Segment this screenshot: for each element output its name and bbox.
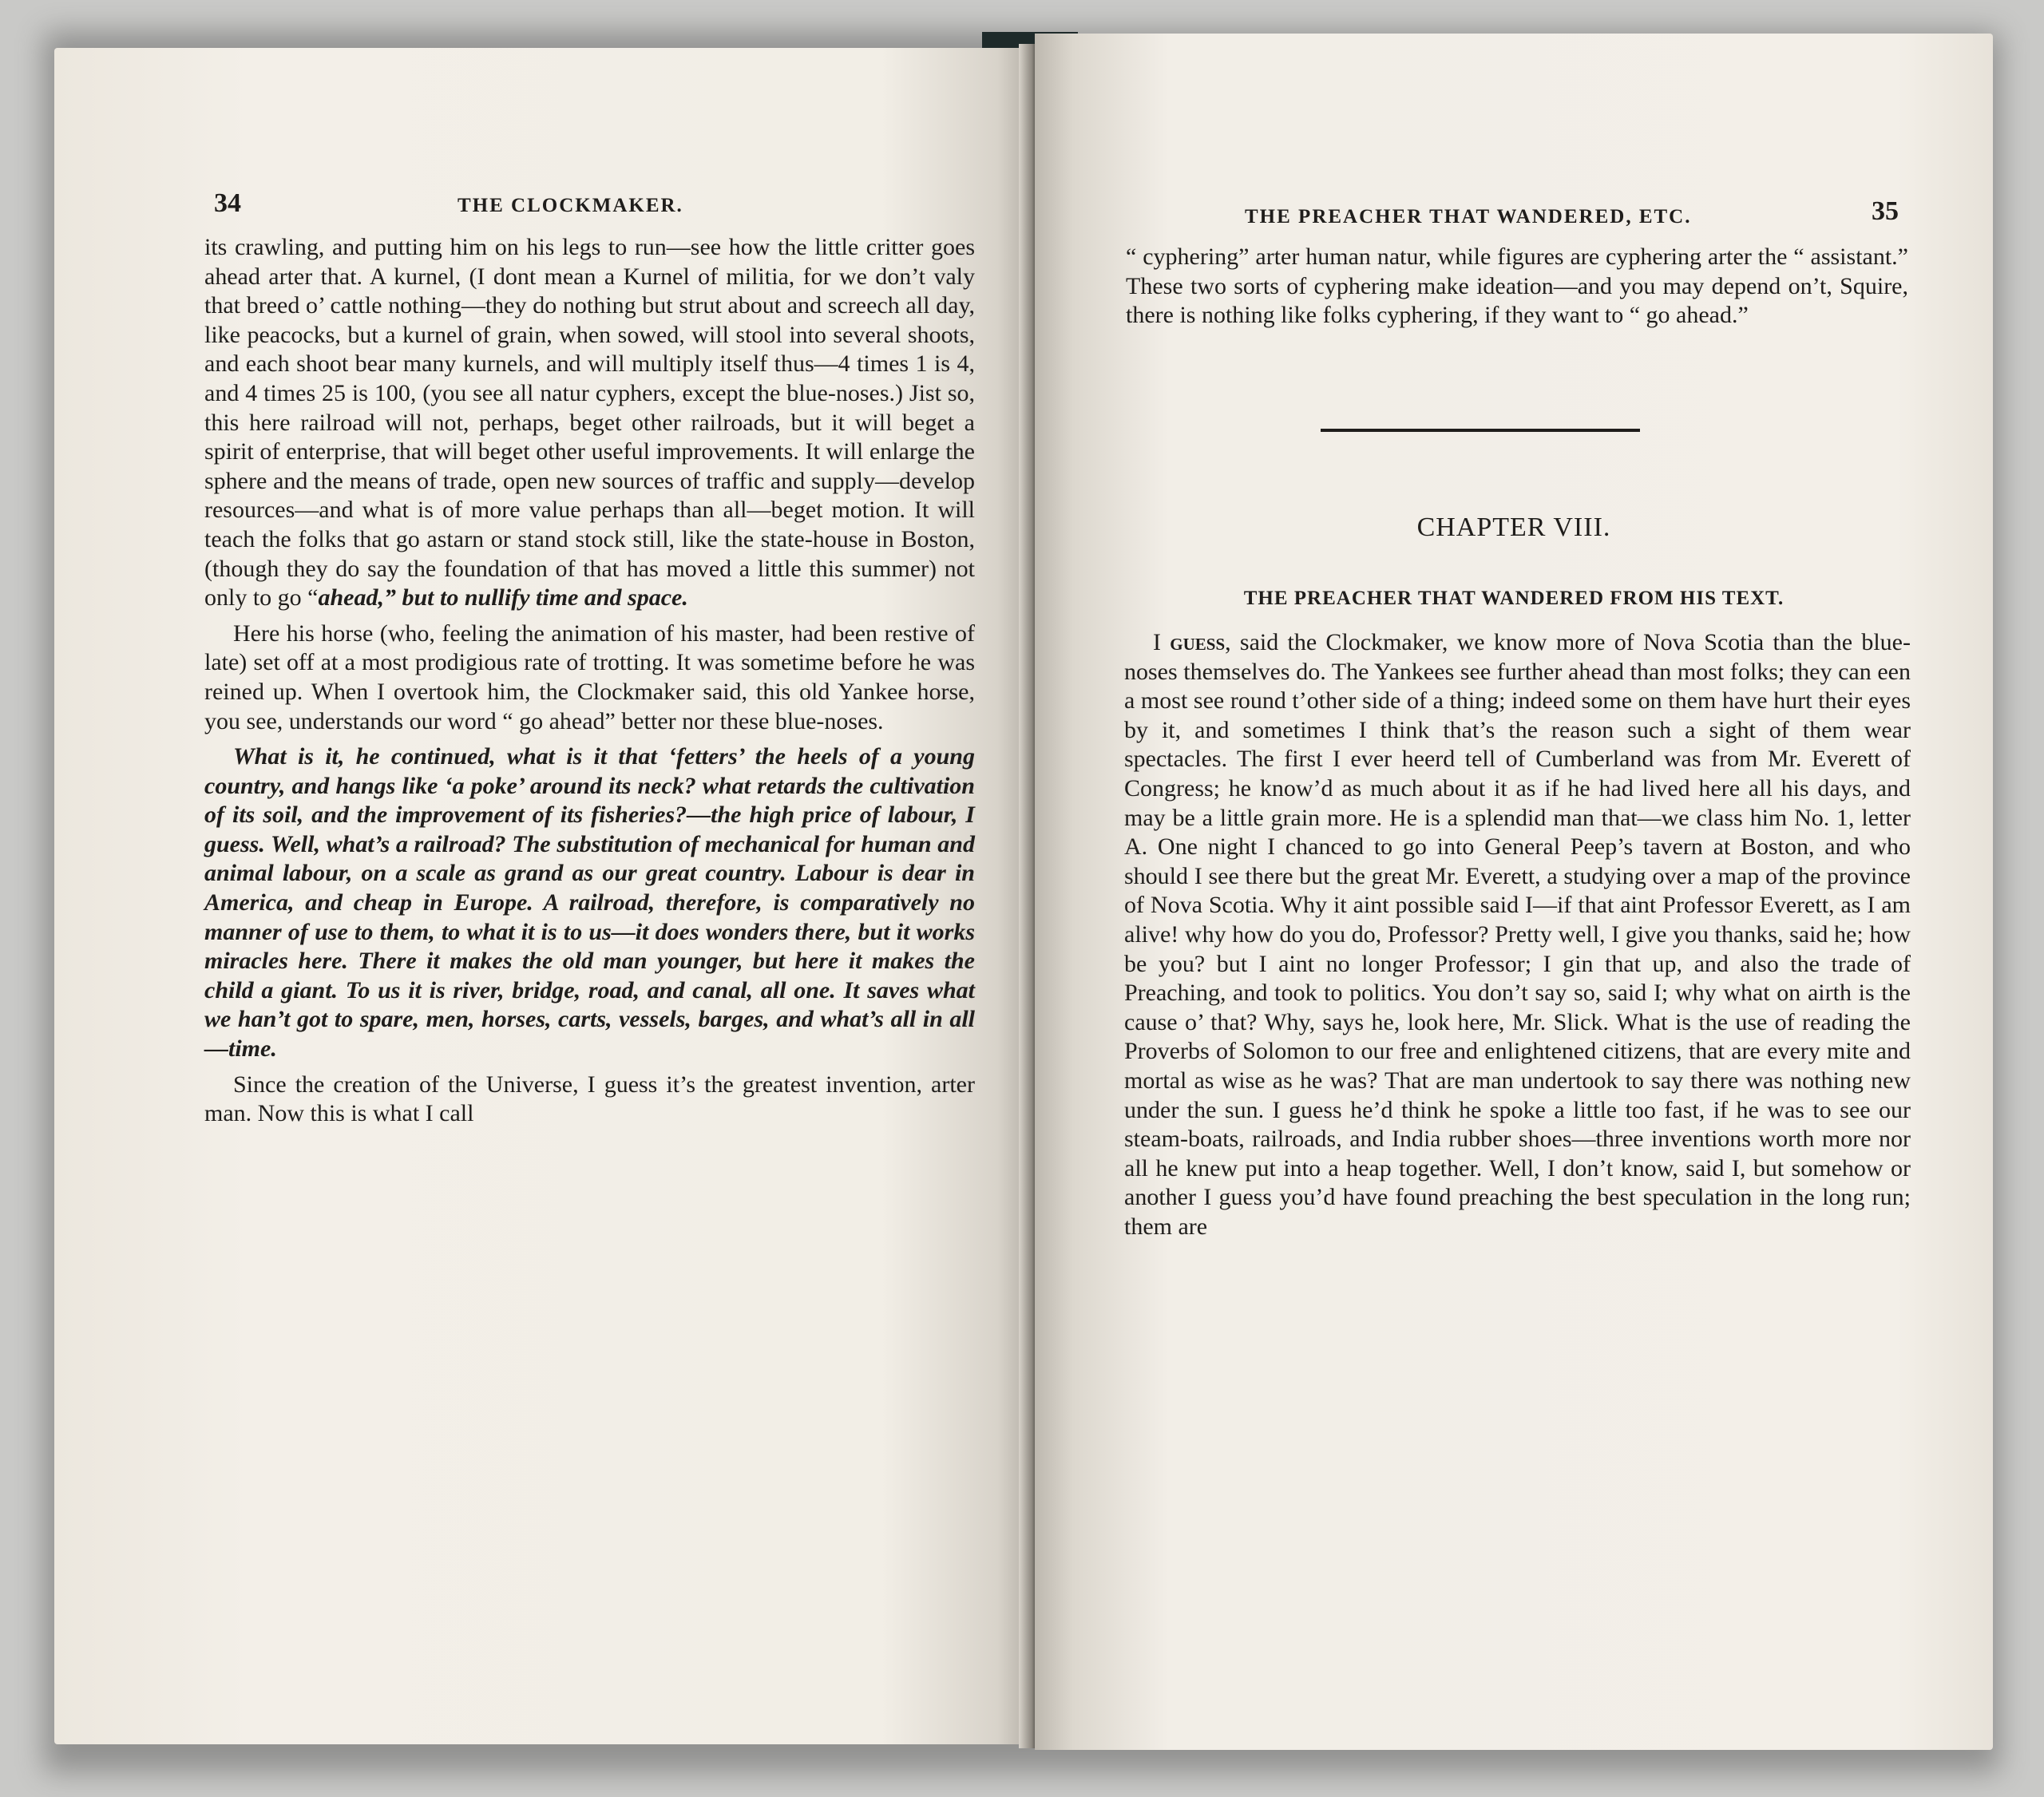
right-chapter-text-body: , said the Clockmaker, we know more of Nova Scotia than the blue-noses themselves do. The Yankees see further ahead than most folks; they can een a most see round t’other side of a thing; indeed some on them have hurt their eyes by it, and sometimes I think that’s the reason such a sight of them wear spectacles. The first I ever heerd tell of Cumberland was from Mr. Everett of Congress; he know’d as much about it as if he had lived here all his days, and may be a little grain more. He is a splendid man that—we class him No. 1, letter A. One night I chanced to go into General Peep’s tavern at Boston, and who should I see there but the great Mr. Everett, a studying over a map of the province of Nova Scotia. Why it aint possible said I—if that aint Professor Everett, as I am alive! why how do you do, Professor? Pretty well, I give you thanks, said he; how be you? but I aint no longer Professor; I gin that up, and also the trade of Preaching, and took to politics. You don’t say so, said I; why what on airth is the cause o’ that? Why, says he, look here, Mr. Slick. What is the use of reading the Proverbs of Solomon to our free and enlightened citizens, that are every mite and mortal as wise as he was? That are man undertook to say there was nothing new under the sun. I guess he’d think he spoke a little too fast, if he was to see our steam-boats, railroads, and India rubber shoes—three inventions worth more nor all he knew put into a heap together. Well, I don’t know, said I, but somehow or another I guess you’d have found preaching the best speculation in the long run; them are — [1124, 629, 1911, 1240]
right-chapter-paragraph — [1124, 628, 1911, 1241]
left-paragraph-4: Since the creation of the Universe, I guess it’s the greatest invention, arter man. Now this is what I call — [204, 1071, 975, 1127]
chapter-divider-rule — [1321, 429, 1640, 432]
left-page-number: 34 — [214, 188, 241, 218]
right-page — [1035, 34, 1993, 1750]
chapter-first-word: guess — [1170, 629, 1226, 655]
left-paragraph-1-italic-ahead: ahead,” — [318, 584, 396, 612]
right-opening-paragraph: “ cyphering” arter human natur, while figures are cyphering arter the “ assistant.” These two sorts of cyphering make ideation—and you may depend on’t, Squire, there is nothing like folks cyphering, if they want to “ go ahead.” — [1126, 243, 1908, 329]
chapter-initial-letter: I — [1153, 629, 1171, 655]
left-page — [54, 48, 1027, 1744]
left-paragraph-2: Here his horse (who, feeling the animation of his master, had been restive of late) set off at a most prodigious rate of trotting. It was sometime before he was reined up. When I overtook him, the Clockmaker said, this old Yankee horse, you see, understands our word “ go ahead” better nor these blue-noses. — [204, 619, 975, 734]
left-paragraph-3: What is it, he continued, what is it that ‘fetters’ the heels of a young country, and hangs like ‘a poke’ around its neck? what retards the cultivation of its soil, and the improvement of its fisheries?—the high price of labour, I guess. Well, what’s a railroad? The substitution of mechanical for human and animal labour, on a scale as grand as our great country. Labour is dear in America, and cheap in Europe. A railroad, therefore, is comparatively no manner of use to them, to what it is to us—it does wonders there, but it works miracles here. There it makes the old man younger, but here it makes the child a giant. To us it is river, bridge, road, and canal, all one. It saves what we han’t got to spare, men, horses, carts, vessels, barges, and what’s all in all—time. — [204, 743, 975, 1063]
left-running-head: THE CLOCKMAKER. — [458, 195, 683, 216]
left-page-text — [204, 233, 975, 1129]
right-running-head: THE PREACHER THAT WANDERED, ETC. — [1245, 206, 1692, 228]
right-opening-text — [1126, 243, 1908, 331]
left-paragraph-1-italic-end: but to nullify time and space. — [402, 584, 688, 612]
chapter-title: CHAPTER VIII. — [1416, 513, 1611, 542]
right-page-number: 35 — [1872, 196, 1899, 226]
left-paragraph-1-text: its crawling, and putting him on his legs to run—see how the little critter goes ahead arter that. A kurnel, (I dont mean a Kurnel of militia, for we don’t valy that breed o’ cattle nothing—they do nothing but strut about and screech all day, like peacocks, but a kurnel of grain, when sowed, will stool into several shoots, and each shoot bear many kurnels, and will multiply itself thus—4 times 1 is 4, and 4 times 25 is 100, (you see all natur cyphers, except the blue-noses.) Jist so, this here railroad will not, perhaps, beget other railroads, but it will beget a spirit of enterprise, that will beget other useful improvements. It will enlarge the sphere and the means of trade, open new sources of traffic and supply—develop resources—and what is of more value perhaps than all—beget motion. It will teach the folks that go astarn or stand stock still, like the state-house in Boston, (though they do say the foundation of that has moved a little this summer) not only to go “ — [204, 234, 975, 612]
chapter-subtitle: THE PREACHER THAT WANDERED FROM HIS TEXT. — [1243, 588, 1785, 609]
right-chapter-text — [1124, 628, 1911, 1241]
left-paragraph-1 — [204, 233, 975, 613]
